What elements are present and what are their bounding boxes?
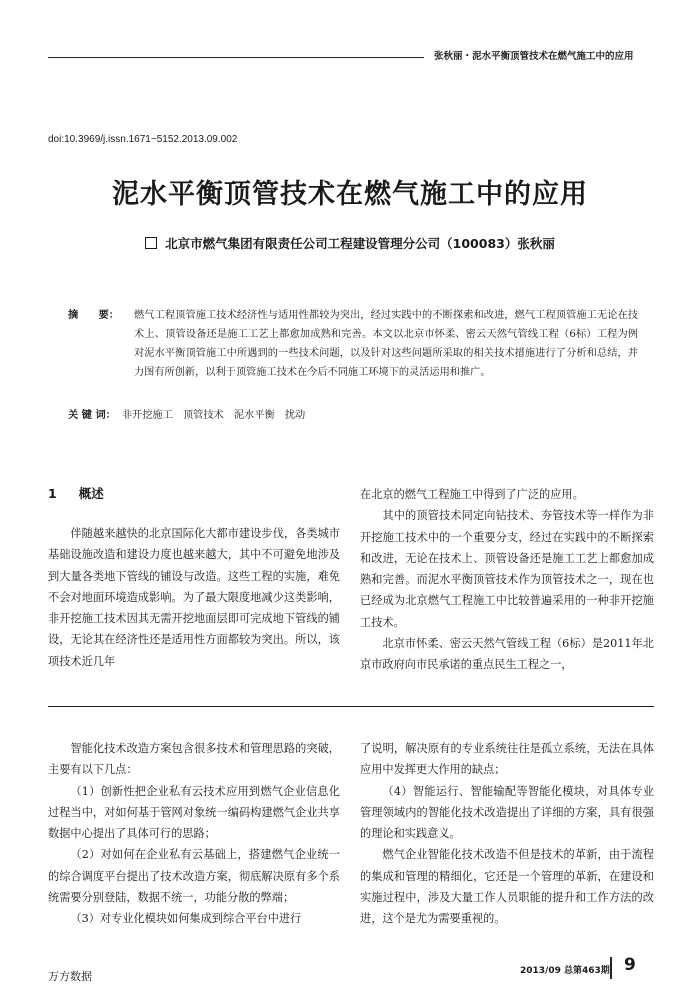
square-bullet-icon [145,237,157,249]
right-column-top [360,484,654,676]
paragraph: 伴随越来越快的北京国际化大都市建设步伐，各类城市基础设施改造和建设力度也越来越大，其中不可避免地涉及到大量各类地下管线的铺设与改造。这些工程的实施，难免不会对地面环境造成影响。为了最大限度地减少这类影响，非开挖施工技术因其无需开挖地面层即可完成地下管线的铺设，无论其在经济性还是适用性方面都较为突出。所以，该项技术近几年 [48,527,340,668]
running-header: 张秋丽・泥水平衡顶管技术在燃气施工中的应用 [434,51,634,62]
footer-separator [610,957,612,979]
doi: doi:10.3969/j.issn.1671−5152.2013.09.002 [48,134,238,145]
section-number: 1 [48,486,57,501]
affiliation-text: 北京市燃气集团有限责任公司工程建设管理分公司（100083）张秋丽 [165,236,555,251]
keywords [68,406,638,421]
left-column-top [48,523,340,672]
page-number: 9 [624,955,636,975]
list-item: （4）智能运行、智能输配等智能化模块，对具体专业管理领域内的智能化技术改造提出了详细的方案，具有很强的理论和实践意义。 [360,784,654,841]
section-divider [48,706,654,707]
list-item: （3）对专业化模块如何集成到综合平台中进行 [70,912,302,926]
paragraph: 其中的顶管技术同定向钻技术、夯管技术等一样作为非开挖施工技术中的一个重要分支，经过在实践中的不断探索和改进，无论在技术上、顶管设备还是施工工艺上都愈加成熟和完善。而泥水平衡顶管技术作为顶管技术之一，现在也已经成为北京燃气工程施工中比较普遍采用的一种非开挖施工技术。 [360,509,654,629]
abstract-text: 燃气工程顶管施工技术经济性与适用性都较为突出，经过实践中的不断探索和改进，燃气工程顶管施工无论在技术上、顶管设备还是施工工艺上都愈加成熟和完善。本文以北京市怀柔、密云天然气管线工程（6标）工程为例对泥水平衡顶管施工中所遇到的一些技术问题，以及针对这些问题所采取的相关技术措施进行了分析和总结，并力图有所创新，以利于顶管施工技术在今后不同施工环境下的灵活运用和推广。 [134,310,638,378]
source-watermark: 万方数据 [48,970,92,983]
section-heading [48,484,126,502]
keywords-text: 非开挖施工 顶管技术 泥水平衡 扰动 [121,410,306,421]
paragraph: 北京市怀柔、密云天然气管线工程（6标）是2011年北京市政府向市民承诺的重点民生工程之一， [360,637,654,672]
paragraph: 燃气企业智能化技术改造不但是技术的革新，由于流程的集成和管理的精细化，它还是一个管理的革新，在建设和实施过程中，涉及大量工作人员职能的提升和工作方法的改进，这个是尤为需要重视的。 [360,848,654,926]
paragraph-continued: 了说明，解决原有的专业系统往往是孤立系统，无法在具体应用中发挥更大作用的缺点； [360,742,654,777]
section-title: 概述 [78,486,104,501]
article-title: 泥水平衡顶管技术在燃气施工中的应用 [112,179,588,210]
keywords-label: 关 键 词： [68,410,116,421]
list-item: （2）对如何在企业私有云基础上，搭建燃气企业统一的综合调度平台提出了技术改造方案，彻底解决原有多个系统需要分别登陆，数据不统一，功能分散的弊端； [48,848,340,905]
paragraph-continued: 在北京的燃气工程施工中得到了广泛的应用。 [360,488,584,501]
paragraph: 智能化技术改造方案包含很多技术和管理思路的突破，主要有以下几点： [48,742,340,777]
list-item: （1）创新性把企业私有云技术应用到燃气企业信息化过程当中，对如何基于管网对象统一编码构建燃气企业共享数据中心提出了具体可行的思路； [48,784,340,841]
abstract-label: 摘 要： [68,310,119,321]
issue-info: 2013/09 总第463期 [520,966,610,976]
left-column-bottom [48,738,340,930]
abstract [68,306,638,382]
header-rule [48,57,424,58]
author-affiliation [40,234,660,252]
right-column-bottom [360,738,654,930]
